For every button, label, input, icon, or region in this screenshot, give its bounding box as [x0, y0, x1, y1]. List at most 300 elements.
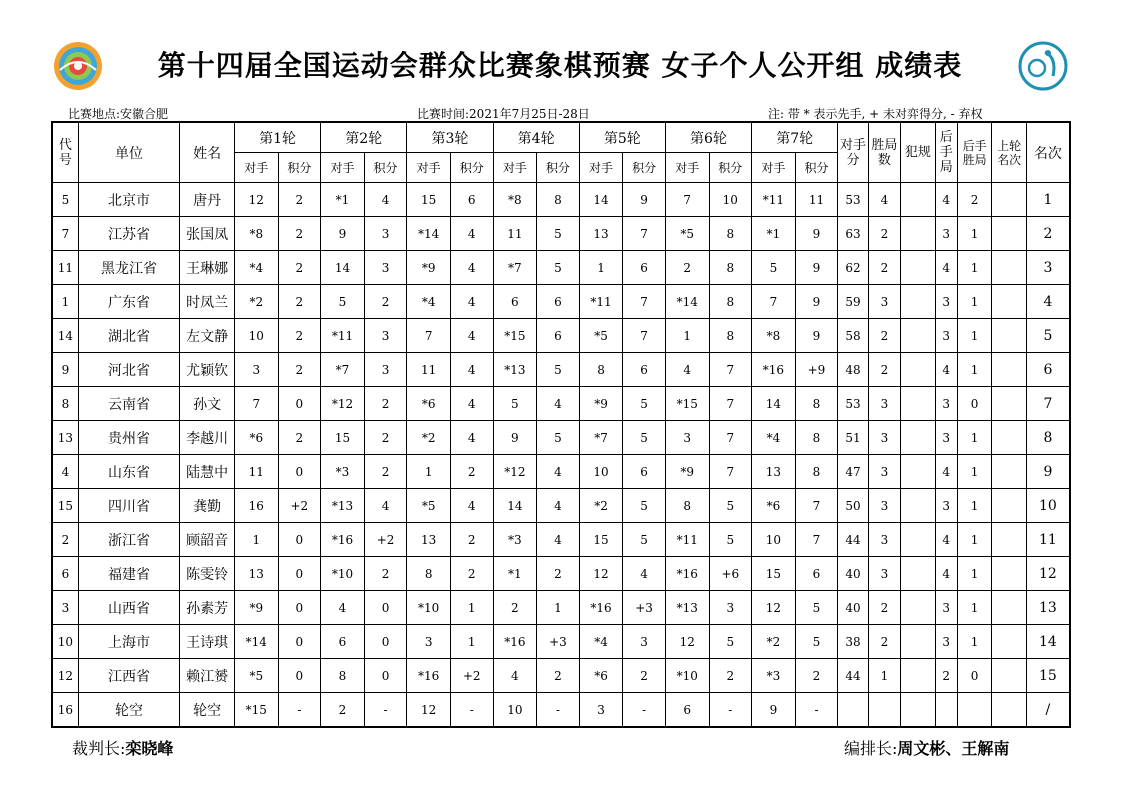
legend-note: 注: 带 * 表示先手, + 未对弈得分, - 弃权: [768, 107, 983, 121]
cell-second-games: 3: [935, 421, 957, 455]
venue-text: 比赛地点:安徽合肥: [68, 107, 169, 121]
cell-code: 9: [52, 353, 78, 387]
cell-opponent: *10: [407, 591, 451, 625]
cell-opponent: *16: [752, 353, 796, 387]
cell-fouls: [901, 421, 935, 455]
cell-wins: 2: [868, 353, 900, 387]
cell-opponent: 5: [752, 251, 796, 285]
cell-points: +6: [709, 557, 752, 591]
cell-opponent: *3: [321, 455, 365, 489]
cell-last-rank: [992, 251, 1026, 285]
cell-rank: 1: [1026, 183, 1070, 217]
cell-opponent: 4: [665, 353, 709, 387]
cell-unit: 北京市: [78, 183, 179, 217]
cell-wins: 3: [868, 285, 900, 319]
cell-points: 2: [537, 557, 580, 591]
cell-rank: 13: [1026, 591, 1070, 625]
cell-opponent-score: 58: [838, 319, 868, 353]
cell-points: 5: [709, 523, 752, 557]
cell-opponent: *11: [579, 285, 623, 319]
cell-points: +3: [537, 625, 580, 659]
cell-points: 9: [623, 183, 666, 217]
cell-points: 7: [623, 285, 666, 319]
header-unit: 单位: [78, 122, 179, 183]
cell-opponent: *2: [579, 489, 623, 523]
cell-wins: 2: [868, 591, 900, 625]
cell-last-rank: [992, 693, 1026, 728]
results-body: [52, 183, 1070, 728]
cell-opponent: 3: [665, 421, 709, 455]
cell-opponent: *7: [579, 421, 623, 455]
cell-points: 2: [450, 523, 493, 557]
cell-opponent: 8: [321, 659, 365, 693]
cell-points: 0: [278, 557, 321, 591]
cell-opponent: 14: [579, 183, 623, 217]
cell-opponent: *1: [493, 557, 537, 591]
cell-rank: 2: [1026, 217, 1070, 251]
cell-name: 孙文: [180, 387, 235, 421]
cell-wins: 2: [868, 319, 900, 353]
cell-points: 11: [795, 183, 838, 217]
cell-points: +3: [623, 591, 666, 625]
cell-points: 8: [537, 183, 580, 217]
cell-points: 6: [537, 285, 580, 319]
table-row: [52, 387, 1070, 421]
cell-points: 4: [450, 285, 493, 319]
cell-opponent: *5: [407, 489, 451, 523]
cell-second-wins: 1: [957, 217, 991, 251]
cell-opponent: *2: [407, 421, 451, 455]
cell-points: 2: [364, 285, 407, 319]
cell-opponent: *13: [493, 353, 537, 387]
cell-opponent-score: 62: [838, 251, 868, 285]
cell-rank: 4: [1026, 285, 1070, 319]
cell-second-wins: 1: [957, 489, 991, 523]
cell-rank: 12: [1026, 557, 1070, 591]
cell-points: 5: [537, 217, 580, 251]
cell-opponent: 7: [407, 319, 451, 353]
cell-points: 2: [709, 659, 752, 693]
cell-last-rank: [992, 625, 1026, 659]
cell-last-rank: [992, 455, 1026, 489]
cell-points: 10: [709, 183, 752, 217]
cell-points: -: [278, 693, 321, 728]
cell-opponent: 15: [579, 523, 623, 557]
cell-points: 4: [450, 353, 493, 387]
cell-opponent: *15: [234, 693, 278, 728]
cell-opponent: 15: [321, 421, 365, 455]
cell-points: -: [795, 693, 838, 728]
cell-opponent: *11: [752, 183, 796, 217]
cell-unit: 广东省: [78, 285, 179, 319]
cell-points: +9: [795, 353, 838, 387]
cell-points: -: [364, 693, 407, 728]
header-points: 积分: [364, 153, 407, 183]
cell-wins: 2: [868, 625, 900, 659]
cell-second-wins: 1: [957, 523, 991, 557]
header-round-2: 第2轮: [321, 122, 407, 153]
cell-opponent: 11: [493, 217, 537, 251]
arranger-label: 编排长:: [844, 739, 898, 758]
cell-last-rank: [992, 285, 1026, 319]
table-row: [52, 693, 1070, 728]
cell-fouls: [901, 319, 935, 353]
header-last-rank: 上轮名次: [992, 122, 1026, 183]
cell-points: 0: [278, 591, 321, 625]
cell-second-games: 2: [935, 659, 957, 693]
cell-last-rank: [992, 387, 1026, 421]
cell-points: 2: [278, 285, 321, 319]
cell-rank: 6: [1026, 353, 1070, 387]
cell-points: 0: [364, 659, 407, 693]
cell-points: 0: [364, 625, 407, 659]
cell-points: 8: [795, 387, 838, 421]
header-opponent-score: 对手分: [838, 122, 868, 183]
cell-points: 1: [537, 591, 580, 625]
cell-opponent: 13: [407, 523, 451, 557]
cell-fouls: [901, 591, 935, 625]
cell-name: 李越川: [180, 421, 235, 455]
cell-code: 14: [52, 319, 78, 353]
cell-last-rank: [992, 659, 1026, 693]
cell-opponent: 13: [234, 557, 278, 591]
cell-second-games: 4: [935, 455, 957, 489]
cell-unit: 福建省: [78, 557, 179, 591]
cell-points: 8: [709, 285, 752, 319]
cell-name: 唐丹: [180, 183, 235, 217]
table-row: [52, 455, 1070, 489]
cell-points: 5: [795, 625, 838, 659]
cell-rank: 3: [1026, 251, 1070, 285]
cell-opponent: *9: [665, 455, 709, 489]
cell-second-wins: 1: [957, 353, 991, 387]
header-code: 代号: [52, 122, 78, 183]
cell-second-games: 3: [935, 591, 957, 625]
header-opponent: 对手: [234, 153, 278, 183]
cell-points: 4: [450, 489, 493, 523]
cell-opponent: *16: [321, 523, 365, 557]
header-rank: 名次: [1026, 122, 1070, 183]
cell-points: 5: [537, 251, 580, 285]
cell-points: 8: [709, 251, 752, 285]
cell-opponent: *2: [234, 285, 278, 319]
cell-points: 3: [364, 251, 407, 285]
cell-last-rank: [992, 319, 1026, 353]
cell-code: 1: [52, 285, 78, 319]
cell-opponent: 3: [407, 625, 451, 659]
cell-opponent: 3: [579, 693, 623, 728]
cell-unit: 上海市: [78, 625, 179, 659]
cell-opponent: *3: [752, 659, 796, 693]
cell-opponent: 10: [493, 693, 537, 728]
cell-second-games: 3: [935, 319, 957, 353]
header-round-3: 第3轮: [407, 122, 493, 153]
cell-opponent: 1: [579, 251, 623, 285]
cell-opponent: 9: [321, 217, 365, 251]
cell-opponent: *9: [234, 591, 278, 625]
cell-points: 2: [278, 217, 321, 251]
cell-opponent-score: 53: [838, 183, 868, 217]
cell-opponent: *5: [665, 217, 709, 251]
cell-opponent: 7: [752, 285, 796, 319]
chief-referee: [72, 736, 173, 759]
cell-opponent: 12: [665, 625, 709, 659]
cell-name: 龚勤: [180, 489, 235, 523]
cell-points: 6: [795, 557, 838, 591]
cell-points: 5: [537, 353, 580, 387]
cell-points: 5: [709, 625, 752, 659]
arranger-names: 周文彬、王解南: [897, 739, 1010, 758]
cell-points: 2: [278, 183, 321, 217]
cell-opponent: *13: [321, 489, 365, 523]
cell-rank: /: [1026, 693, 1070, 728]
cell-opponent: *8: [234, 217, 278, 251]
cell-points: 0: [278, 523, 321, 557]
cell-opponent: *5: [234, 659, 278, 693]
cell-unit: 云南省: [78, 387, 179, 421]
table-row: [52, 489, 1070, 523]
cell-points: 6: [537, 319, 580, 353]
cell-last-rank: [992, 489, 1026, 523]
cell-fouls: [901, 217, 935, 251]
cell-points: 2: [623, 659, 666, 693]
cell-points: 7: [709, 455, 752, 489]
cell-unit: 山东省: [78, 455, 179, 489]
cell-opponent-score: 47: [838, 455, 868, 489]
cell-opponent: 13: [579, 217, 623, 251]
header-opponent: 对手: [321, 153, 365, 183]
cell-opponent: 8: [407, 557, 451, 591]
cell-last-rank: [992, 557, 1026, 591]
header-opponent: 对手: [579, 153, 623, 183]
cell-code: 6: [52, 557, 78, 591]
cell-points: 2: [537, 659, 580, 693]
header-second-wins: 后手胜局: [957, 122, 991, 183]
cell-second-games: 4: [935, 251, 957, 285]
cell-opponent: *7: [321, 353, 365, 387]
cell-points: 7: [709, 421, 752, 455]
table-row: [52, 217, 1070, 251]
cell-opponent: 3: [234, 353, 278, 387]
header-points: 积分: [278, 153, 321, 183]
cell-points: 7: [709, 353, 752, 387]
cell-opponent: *11: [321, 319, 365, 353]
cell-points: +2: [278, 489, 321, 523]
table-row: [52, 557, 1070, 591]
cell-points: 8: [795, 421, 838, 455]
cell-opponent: 5: [493, 387, 537, 421]
header-name: 姓名: [180, 122, 235, 183]
cell-second-games: 4: [935, 183, 957, 217]
cell-points: 0: [278, 387, 321, 421]
cell-second-wins: 1: [957, 455, 991, 489]
cell-code: 12: [52, 659, 78, 693]
cell-wins: 2: [868, 251, 900, 285]
cell-second-games: [935, 693, 957, 728]
cell-opponent: 8: [665, 489, 709, 523]
cell-points: -: [709, 693, 752, 728]
header-points: 积分: [623, 153, 666, 183]
cell-opponent: *4: [407, 285, 451, 319]
cell-opponent-score: 38: [838, 625, 868, 659]
cell-unit: 湖北省: [78, 319, 179, 353]
cell-second-games: 3: [935, 489, 957, 523]
page-title: 第十四届全国运动会群众比赛象棋预赛 女子个人公开组 成绩表: [157, 49, 963, 82]
cell-opponent: 13: [752, 455, 796, 489]
cell-fouls: [901, 183, 935, 217]
cell-opponent: *1: [752, 217, 796, 251]
cell-opponent-score: 53: [838, 387, 868, 421]
header-fouls: 犯规: [901, 122, 935, 183]
cell-points: +2: [364, 523, 407, 557]
cell-opponent: 12: [407, 693, 451, 728]
cell-points: 6: [623, 455, 666, 489]
cell-points: 3: [709, 591, 752, 625]
cell-opponent: 12: [234, 183, 278, 217]
cell-fouls: [901, 523, 935, 557]
cell-points: 0: [364, 591, 407, 625]
cell-points: 6: [623, 251, 666, 285]
cell-points: 4: [450, 217, 493, 251]
cell-name: 尤颖钦: [180, 353, 235, 387]
cell-opponent: 2: [665, 251, 709, 285]
cell-points: 1: [450, 625, 493, 659]
cell-points: 4: [450, 387, 493, 421]
cell-opponent: *16: [407, 659, 451, 693]
cell-second-games: 3: [935, 625, 957, 659]
cell-opponent-score: 40: [838, 591, 868, 625]
cell-opponent: 4: [321, 591, 365, 625]
cell-fouls: [901, 455, 935, 489]
cell-opponent: *10: [665, 659, 709, 693]
cell-opponent: *14: [234, 625, 278, 659]
cell-last-rank: [992, 183, 1026, 217]
cell-opponent: *7: [493, 251, 537, 285]
cell-points: 4: [537, 523, 580, 557]
cell-opponent: *13: [665, 591, 709, 625]
cell-opponent: *6: [752, 489, 796, 523]
table-row: [52, 319, 1070, 353]
cell-opponent: 10: [234, 319, 278, 353]
chief-referee-name: 栾晓峰: [125, 739, 174, 758]
cell-points: 4: [537, 387, 580, 421]
cell-opponent: 7: [665, 183, 709, 217]
cell-second-wins: 2: [957, 183, 991, 217]
cell-points: 8: [795, 455, 838, 489]
header-second-games: 后手局: [935, 122, 957, 183]
cell-unit: 轮空: [78, 693, 179, 728]
cell-points: 5: [795, 591, 838, 625]
header-round-7: 第7轮: [752, 122, 838, 153]
cell-opponent-score: 44: [838, 523, 868, 557]
cell-wins: 2: [868, 217, 900, 251]
cell-opponent-score: [838, 693, 868, 728]
table-row: [52, 251, 1070, 285]
cell-opponent: 11: [234, 455, 278, 489]
cell-opponent: 14: [321, 251, 365, 285]
cell-code: 8: [52, 387, 78, 421]
cell-second-wins: 0: [957, 387, 991, 421]
cell-points: 2: [364, 421, 407, 455]
cell-opponent-score: 48: [838, 353, 868, 387]
cell-points: 2: [278, 353, 321, 387]
cell-points: -: [537, 693, 580, 728]
cell-points: 5: [709, 489, 752, 523]
cell-fouls: [901, 489, 935, 523]
cell-opponent: *6: [234, 421, 278, 455]
cell-second-games: 4: [935, 557, 957, 591]
cell-points: 2: [278, 421, 321, 455]
arranger: [844, 736, 1009, 759]
cell-opponent: 15: [407, 183, 451, 217]
cell-second-games: 4: [935, 523, 957, 557]
cell-unit: 四川省: [78, 489, 179, 523]
cell-points: 0: [278, 625, 321, 659]
cell-opponent: 8: [579, 353, 623, 387]
cell-points: 4: [537, 489, 580, 523]
cell-points: 2: [795, 659, 838, 693]
cell-opponent: 9: [752, 693, 796, 728]
results-table: [51, 121, 1071, 728]
cell-points: 7: [709, 387, 752, 421]
cell-points: 2: [364, 455, 407, 489]
cell-name: 赖江赟: [180, 659, 235, 693]
cell-fouls: [901, 693, 935, 728]
cell-code: 4: [52, 455, 78, 489]
cell-rank: 8: [1026, 421, 1070, 455]
cell-points: 7: [623, 319, 666, 353]
cell-opponent: 6: [493, 285, 537, 319]
table-row: [52, 285, 1070, 319]
cell-second-wins: 0: [957, 659, 991, 693]
cell-points: 3: [364, 353, 407, 387]
cell-last-rank: [992, 591, 1026, 625]
cell-opponent: 14: [752, 387, 796, 421]
cell-unit: 浙江省: [78, 523, 179, 557]
cell-wins: 3: [868, 523, 900, 557]
cell-points: 5: [623, 387, 666, 421]
cell-opponent: 2: [321, 693, 365, 728]
cell-unit: 江西省: [78, 659, 179, 693]
table-row: [52, 183, 1070, 217]
cell-opponent: 10: [752, 523, 796, 557]
cell-second-games: 4: [935, 353, 957, 387]
cell-opponent: *12: [493, 455, 537, 489]
header-round-4: 第4轮: [493, 122, 579, 153]
cell-name: 孙素芳: [180, 591, 235, 625]
cell-opponent: *8: [493, 183, 537, 217]
cell-unit: 黑龙江省: [78, 251, 179, 285]
cell-opponent: *10: [321, 557, 365, 591]
cell-rank: 15: [1026, 659, 1070, 693]
cell-second-games: 3: [935, 387, 957, 421]
cell-rank: 9: [1026, 455, 1070, 489]
cell-second-games: 3: [935, 285, 957, 319]
cell-points: 4: [450, 319, 493, 353]
header-round-5: 第5轮: [579, 122, 665, 153]
cell-points: 6: [450, 183, 493, 217]
cell-opponent: 6: [665, 693, 709, 728]
cell-name: 顾韶音: [180, 523, 235, 557]
header-points: 积分: [795, 153, 838, 183]
cell-points: 7: [623, 217, 666, 251]
cell-rank: 7: [1026, 387, 1070, 421]
cell-name: 王诗琪: [180, 625, 235, 659]
cell-points: 8: [709, 217, 752, 251]
cell-opponent: *11: [665, 523, 709, 557]
time-text: 比赛时间:2021年7月25日-28日: [417, 107, 590, 121]
cell-code: 2: [52, 523, 78, 557]
